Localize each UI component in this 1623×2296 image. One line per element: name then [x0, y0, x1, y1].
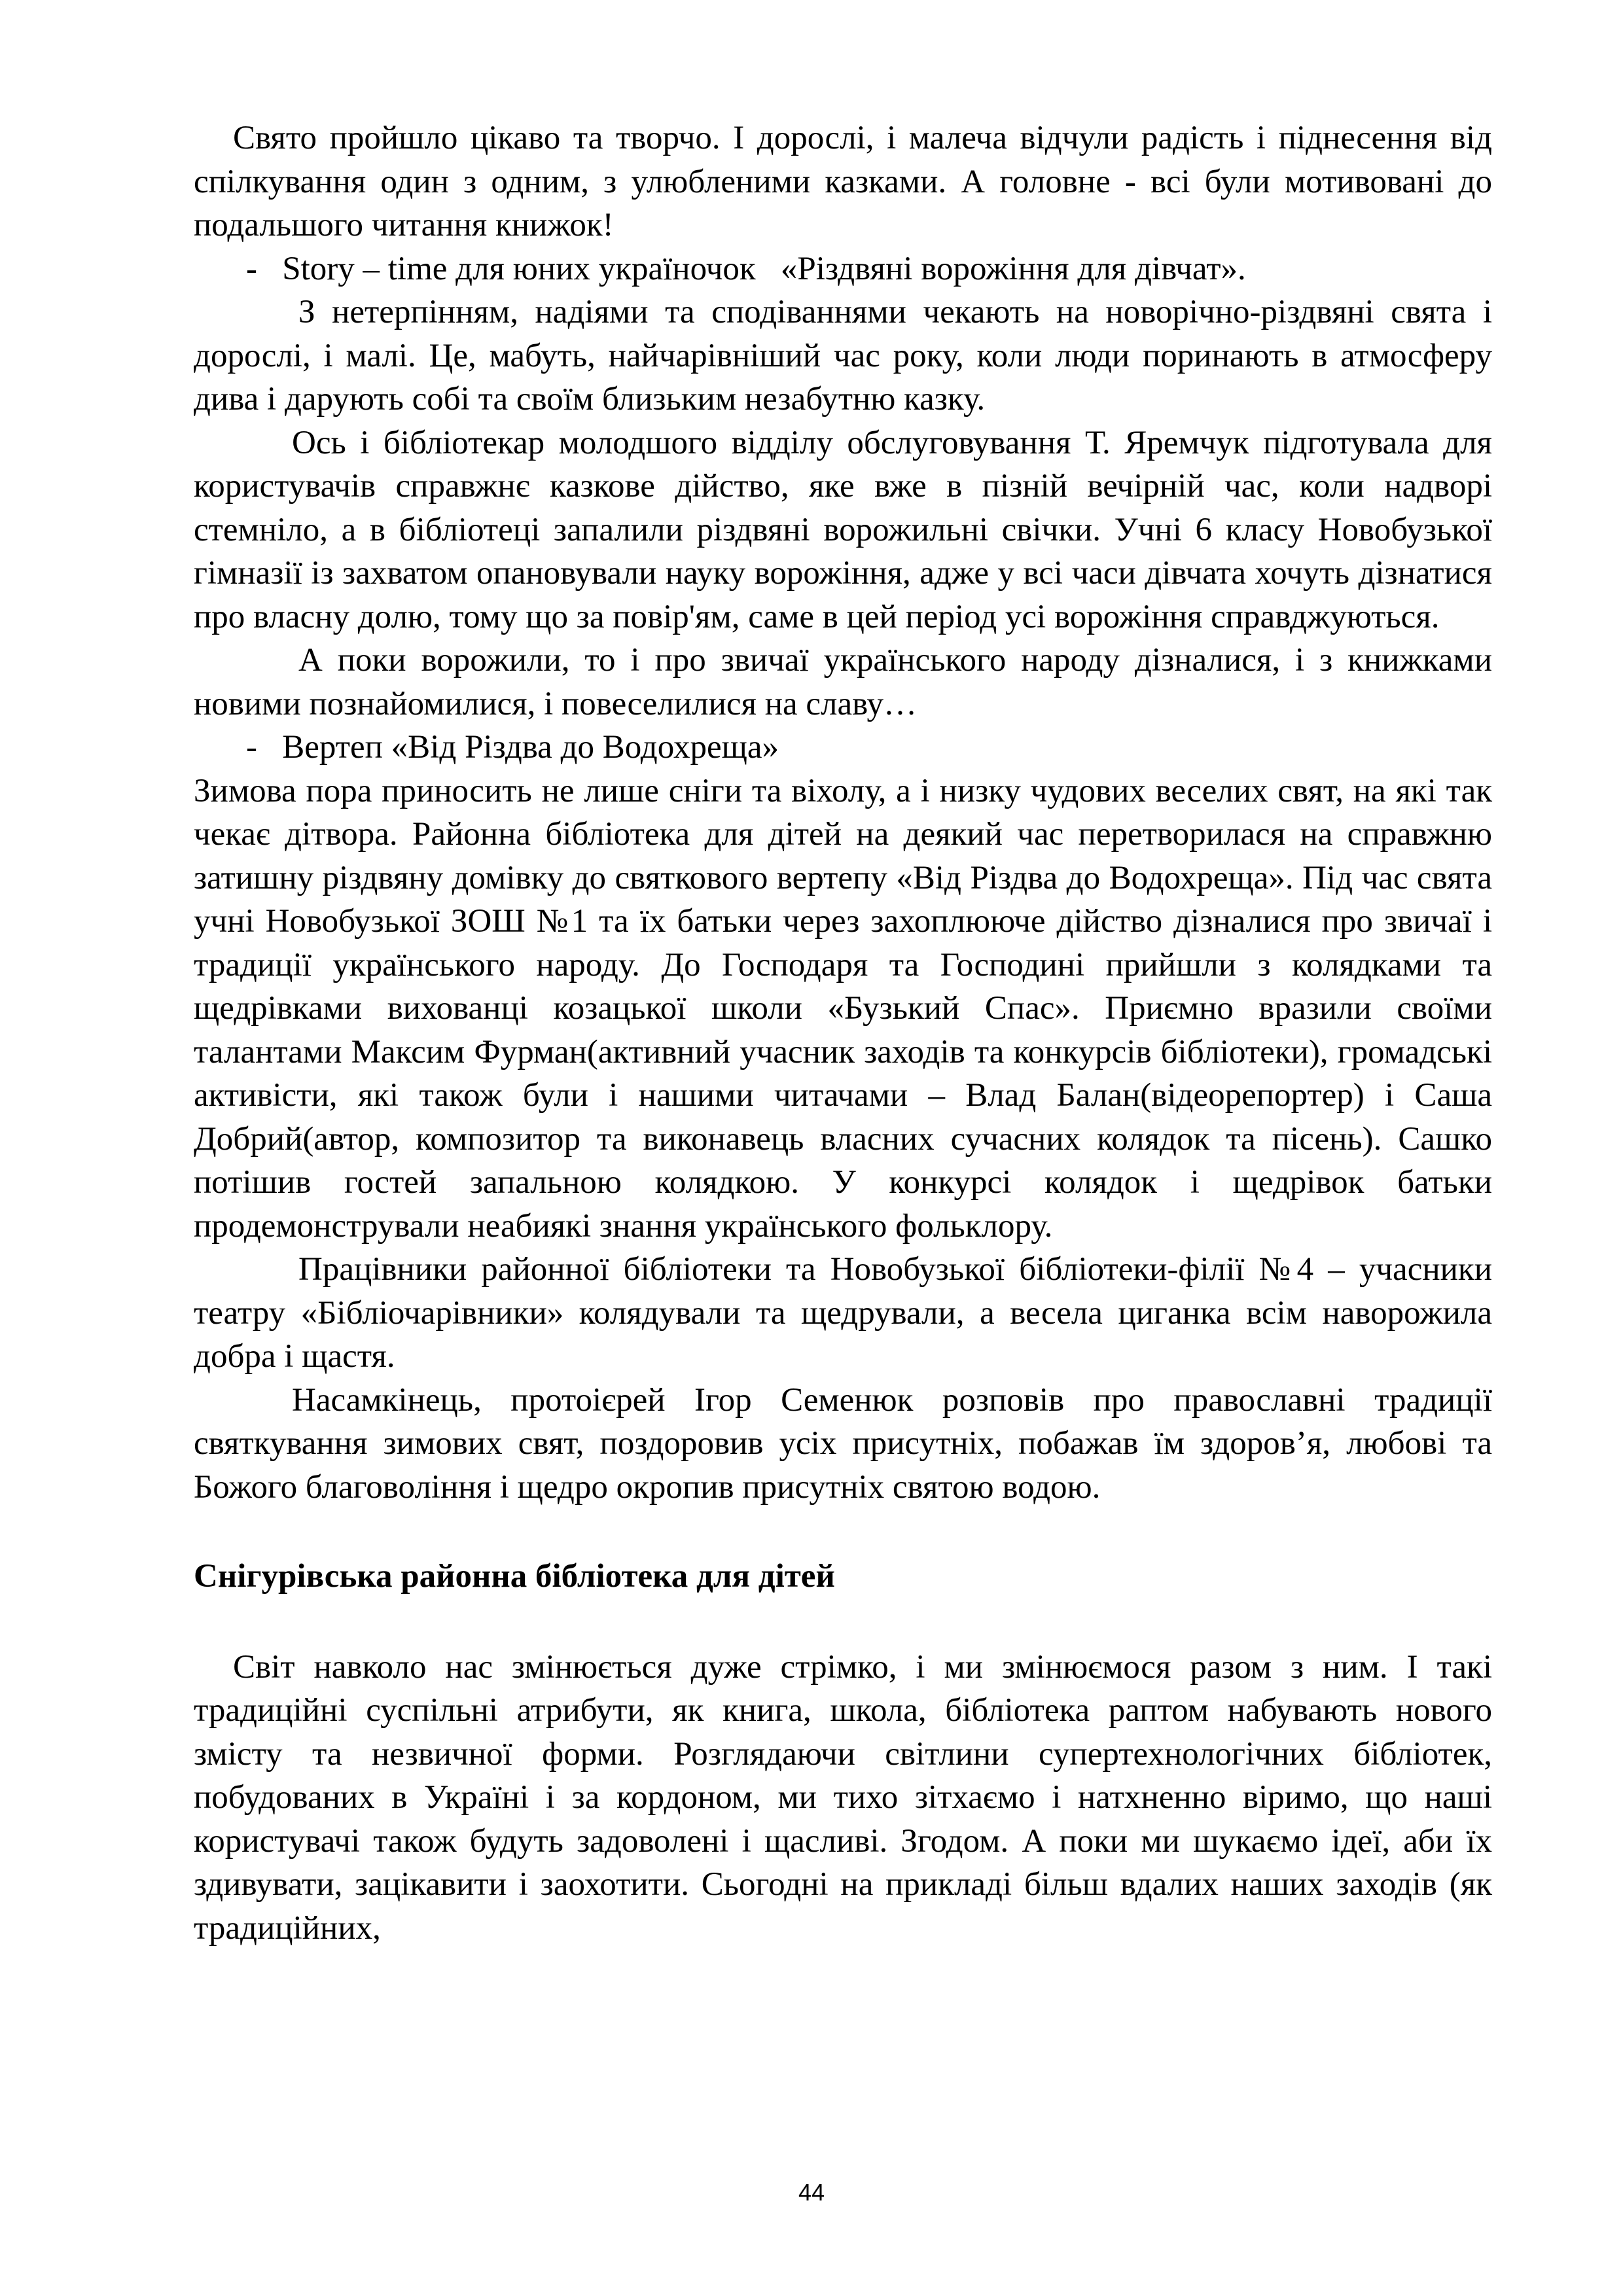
- page-number: 44: [798, 2179, 825, 2206]
- section-heading: Снігурівська районна бібліотека для дітей: [194, 1558, 835, 1595]
- list-item-vertep: - Вертеп «Від Різдва до Водохреща»: [246, 729, 779, 766]
- paragraph-conclusion: Насамкінець, протоієрей Ігор Семенюк розповів про православні традиції святкування зимових свят, поздоровив усіх присутніх, побажав їм здоров’я, любові та Божого благовоління і щедро окропив присутніх святою водою.: [194, 1381, 1492, 1506]
- paragraph-librarian: Ось і бібліотекар молодшого відділу обслуговування Т. Яремчук підготувала для користувачів справжнє казкове дійство, яке вже в пізній вечірній час, коли надворі стемніло, а в бібліотеці запалили різдвяні ворожильні свічки. Учні 6 класу Новобузької гімназії із захватом опановували науку ворожіння, адже у всі часи дівчата хочуть дізнатися про власну долю, тому що за повір'ям, саме в цей період усі ворожіння справджуються.: [194, 424, 1492, 635]
- paragraph-winter: Зимова пора приносить не лише сніги та віхолу, а і низку чудових веселих свят, на які так чекає дітвора. Районна бібліотека для дітей на деякий час перетворилася на справжню затишну різдвяну домівку до святкового вертепу «Від Різдва до Водохреща». Під час свята учні Новобузької ЗОШ №1 та їх батьки через захоплююче дійство дізналися про звичаї і традиції українського народу. До Господаря та Господині прийшли з колядками та щедрівками вихованці козацької школи «Бузький Спас». Приємно вразили своїми талантами Максим Фурман(активний учасник заходів та конкурсів бібліотеки), громадські активісти, які також були і нашими читачами – Влад Балан(відеорепортер) і Саша Добрий(автор, композитор та виконавець власних сучасних колядок та пісень). Сашко потішив гостей запальною колядкою. У конкурсі колядок і щедрівок батьки продемонстрували неабиякі знання українського фольклору.: [194, 772, 1492, 1245]
- paragraph-workers: Працівники районної бібліотеки та Новобузької бібліотеки-філії №4 – учасники театру «Бібліочарівники» колядували та щедрували, а весела циганка всім наворожила добра і щастя.: [194, 1251, 1492, 1375]
- paragraph-anticipation: З нетерпінням, надіями та сподіваннями чекають на новорічно-різдвяні свята і дорослі, і малі. Це, мабуть, найчарівніший час року, коли люди поринають в атмосферу дива і дарують собі та своїм близьким незабутню казку.: [194, 294, 1492, 417]
- paragraph-fortune-telling: А поки ворожили, то і про звичаї українського народу дізналися, і з книжками новими познайомилися, і повеселилися на славу…: [194, 642, 1492, 722]
- paragraph-world-changes: Світ навколо нас змінюється дуже стрімко, і ми змінюємося разом з ним. І такі традиційні суспільні атрибути, як книга, школа, бібліотека раптом набувають нового змісту та незвичної форми. Розглядаючи світлини супертехнологічних бібліотек, побудованих в Україні і за кордоном, ми тихо зітхаємо і натхненно віримо, що наші користувачі також будуть задоволені і щасливі. Згодом. А поки ми шукаємо ідеї, аби їх здивувати, зацікавити і заохотити. Сьогодні на прикладі більш вдалих наших заходів (як традиційних,: [194, 1648, 1492, 1947]
- document-body: [194, 116, 1492, 1950]
- paragraph-intro: Свято пройшло цікаво та творчо. І дорослі, і малеча відчули радість і піднесення від спілкування один з одним, з улюбленими казками. А головне - всі були мотивовані до подальшого читання книжок!: [194, 120, 1492, 243]
- list-item-story-time: - Story – time для юних україночок «Різдвяні ворожіння для дівчат».: [246, 250, 1246, 287]
